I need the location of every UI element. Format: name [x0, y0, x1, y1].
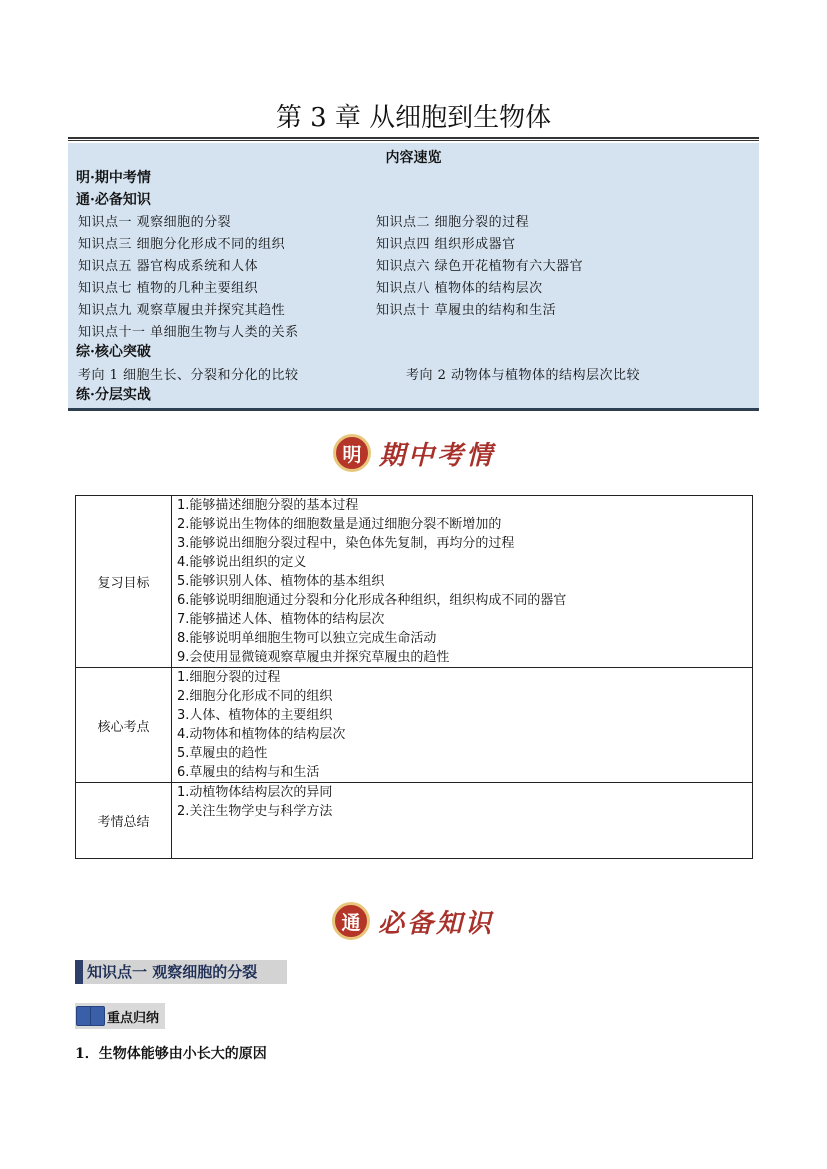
knowledge-point-link[interactable]: 知识点六 绿色开花植物有六大器官: [376, 259, 584, 274]
knowledge-point-link[interactable]: 知识点十 草履虫的结构和生活: [376, 303, 557, 318]
knowledge-point-link[interactable]: 知识点一 观察细胞的分裂: [78, 215, 232, 230]
knowledge-point-link[interactable]: 知识点五 器官构成系统和人体: [78, 259, 259, 274]
title-rule: [68, 137, 759, 141]
row-label: 核心考点: [76, 668, 172, 783]
content-overview-box: [68, 143, 759, 411]
row-content: [172, 668, 753, 783]
knowledge-point-link[interactable]: 知识点九 观察草履虫并探究其趋性: [78, 303, 286, 318]
list-item: 1.能够描述细胞分裂的基本过程: [177, 498, 359, 513]
list-item: 2.关注生物学史与科学方法: [177, 804, 333, 819]
overview-section-practice: 练·分层实战: [76, 387, 151, 403]
row-label: 复习目标: [76, 496, 172, 668]
book-icon: [75, 1004, 105, 1028]
row-content: [172, 496, 753, 668]
ming-seal-icon: 明: [333, 434, 371, 472]
knowledge-point-link[interactable]: 知识点四 组织形成器官: [376, 237, 516, 252]
list-item: 3.人体、植物体的主要组织: [177, 708, 333, 723]
list-item: 5.能够识别人体、植物体的基本组织: [177, 574, 385, 589]
list-item: 6.能够说明细胞通过分裂和分化形成各种组织，组织构成不同的器官: [177, 593, 567, 608]
exam-banner: [333, 430, 495, 476]
row-label: 考情总结: [76, 783, 172, 859]
tong-seal-icon: 通: [332, 902, 370, 940]
table-row: [76, 783, 753, 859]
knowledge-point-heading: 知识点一 观察细胞的分裂: [75, 960, 287, 984]
list-item: 7.能够描述人体、植物体的结构层次: [177, 612, 385, 627]
overview-section-core: 综·核心突破: [76, 344, 151, 360]
knowledge-banner-text: 必备知识: [378, 908, 495, 939]
direction-link[interactable]: 考向 2 动物体与植物体的结构层次比较: [406, 368, 641, 383]
overview-section-exam: 明·期中考情: [76, 170, 151, 186]
question-heading: 1．生物体能够由小长大的原因: [75, 1046, 267, 1062]
list-item: 2.能够说出生物体的细胞数量是通过细胞分裂不断增加的: [177, 517, 502, 532]
list-item: 9.会使用显微镜观察草履虫并探究草履虫的趋性: [177, 650, 450, 665]
exam-banner-text: 期中考情: [379, 440, 496, 471]
list-item: 2.细胞分化形成不同的组织: [177, 689, 333, 704]
focus-summary-label: [75, 1003, 165, 1029]
table-row: [76, 668, 753, 783]
knowledge-banner: [332, 898, 494, 944]
knowledge-point-link[interactable]: 知识点十一 单细胞生物与人类的关系: [78, 325, 299, 340]
overview-heading: 内容速览: [385, 150, 442, 166]
list-item: 4.动物体和植物体的结构层次: [177, 727, 346, 742]
knowledge-point-link[interactable]: 知识点八 植物体的结构层次: [376, 281, 543, 296]
list-item: 5.草履虫的趋性: [177, 746, 268, 761]
knowledge-point-link[interactable]: 知识点七 植物的几种主要组织: [78, 281, 259, 296]
focus-summary-text: 重点归纳: [107, 1010, 160, 1026]
knowledge-point-link[interactable]: 知识点二 细胞分裂的过程: [376, 215, 530, 230]
list-item: 1.动植物体结构层次的异同: [177, 785, 333, 800]
overview-section-knowledge: 通·必备知识: [76, 192, 151, 208]
page-title: 第 3 章 从细胞到生物体: [275, 103, 552, 133]
row-content: [172, 783, 753, 859]
review-table: [75, 495, 753, 859]
table-row: [76, 496, 753, 668]
list-item: 1.细胞分裂的过程: [177, 670, 281, 685]
knowledge-point-link[interactable]: 知识点三 细胞分化形成不同的组织: [78, 237, 286, 252]
list-item: 8.能够说明单细胞生物可以独立完成生命活动: [177, 631, 437, 646]
list-item: 3.能够说出细胞分裂过程中，染色体先复制，再均分的过程: [177, 536, 515, 551]
direction-link[interactable]: 考向 1 细胞生长、分裂和分化的比较: [78, 368, 299, 383]
list-item: 4.能够说出组织的定义: [177, 555, 307, 570]
list-item: 6.草履虫的结构与和生活: [177, 765, 320, 780]
